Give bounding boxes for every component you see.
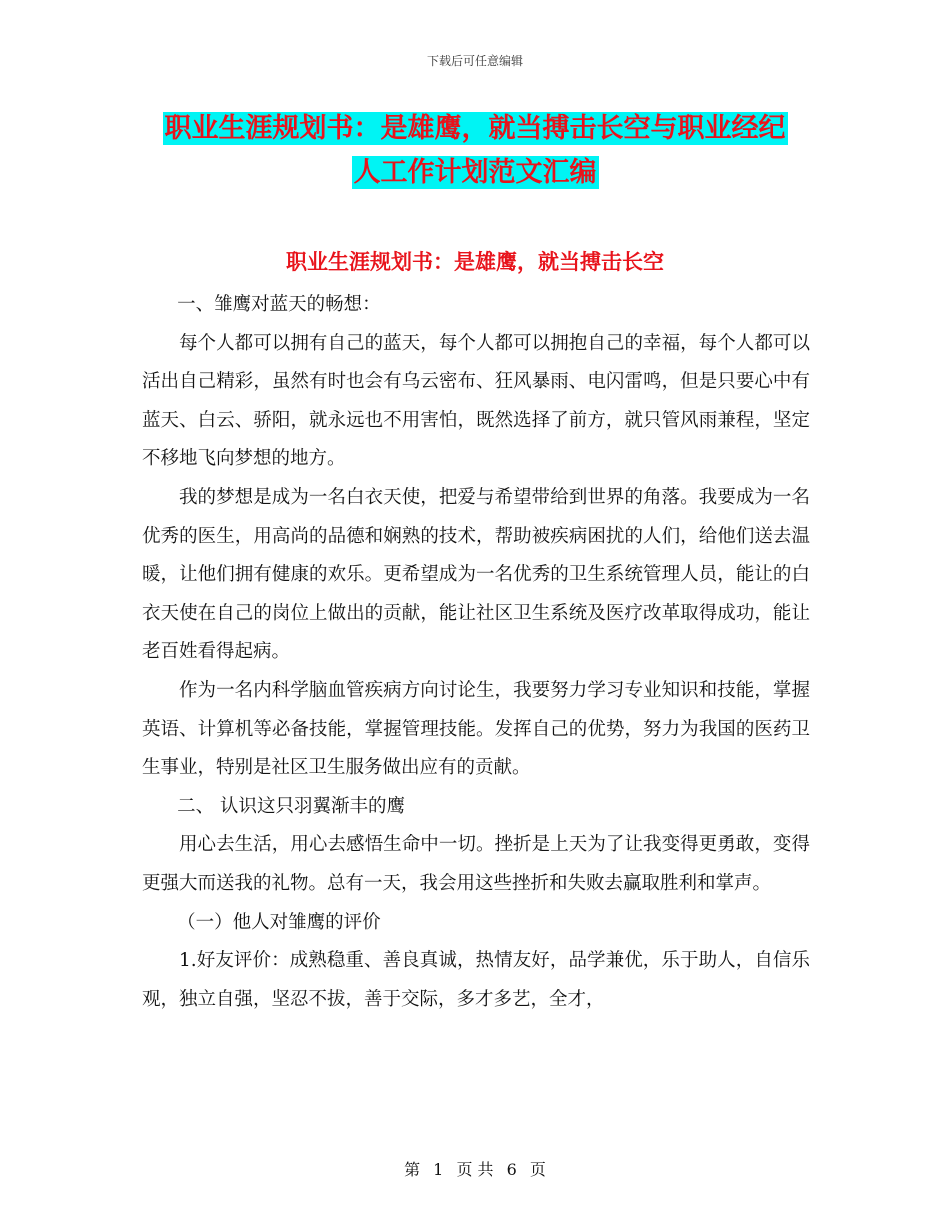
subheading: （一）他人对雏鹰的评价 (177, 911, 381, 933)
footer-total-pages: 6 (506, 1160, 517, 1179)
header-note: 下载后可任意编辑 (426, 54, 523, 68)
paragraph: 用心去生活，用心去感悟生命中一切。挫折是上天为了让我变得更勇敢，变得更强大而送我的礼物。总有一天，我会用这些挫折和失败去赢取胜利和掌声。 (142, 834, 810, 894)
document-title-line-1 (0, 110, 950, 148)
paragraph: 作为一名内科学脑血管疾病方向讨论生，我要努力学习专业知识和技能，掌握英语、计算机等必备技能，掌握管理技能。发挥自己的优势，努力为我国的医药卫生事业，特别是社区卫生服务做出应有的贡献。 (142, 679, 810, 779)
paragraph: 我的梦想是成为一名白衣天使，把爱与希望带给到世界的角落。我要成为一名优秀的医生，用高尚的品德和娴熟的技术，帮助被疾病困扰的人们，给他们送去温暖，让他们拥有健康的欢乐。更希望成为一名优秀的卫生系统管理人员，能让的白衣天使在自己的岗位上做出的贡献，能让社区卫生系统及医疗改革取得成功，能让老百姓看得起病。 (142, 486, 810, 663)
footer-suffix: 页 (529, 1160, 546, 1179)
heading-2: 二、 认识这只羽翼渐丰的鹰 (177, 795, 406, 817)
title-line-1-text: 职业生涯规划书：是雄鹰，就当搏击长空与职业经纪 (164, 113, 786, 144)
footer-page-number: 1 (433, 1160, 444, 1179)
paragraph: 每个人都可以拥有自己的蓝天，每个人都可以拥抱自己的幸福，每个人都可以活出自己精彩，虽然有时也会有乌云密布、狂风暴雨、电闪雷鸣，但是只要心中有蓝天、白云、骄阳，就永远也不用害怕，既然选择了前方，就只管风雨兼程，坚定不移地飞向梦想的地方。 (142, 332, 810, 470)
section-title: 职业生涯规划书：是雄鹰，就当搏击长空 (286, 250, 664, 274)
document-title-line-2 (0, 154, 950, 192)
paragraph: 1.好友评价：成熟稳重、善良真诚，热情友好，品学兼优，乐于助人，自信乐观，独立自强，坚忍不拔，善于交际，多才多艺，全才， (142, 950, 810, 1010)
heading-1: 一、雏鹰对蓝天的畅想： (177, 294, 381, 315)
document-body (142, 286, 810, 1019)
footer-prefix: 第 (404, 1160, 421, 1179)
footer-middle: 页 共 (456, 1160, 494, 1179)
page-footer (0, 1157, 950, 1180)
title-line-2-text: 人工作计划范文汇编 (353, 157, 597, 188)
